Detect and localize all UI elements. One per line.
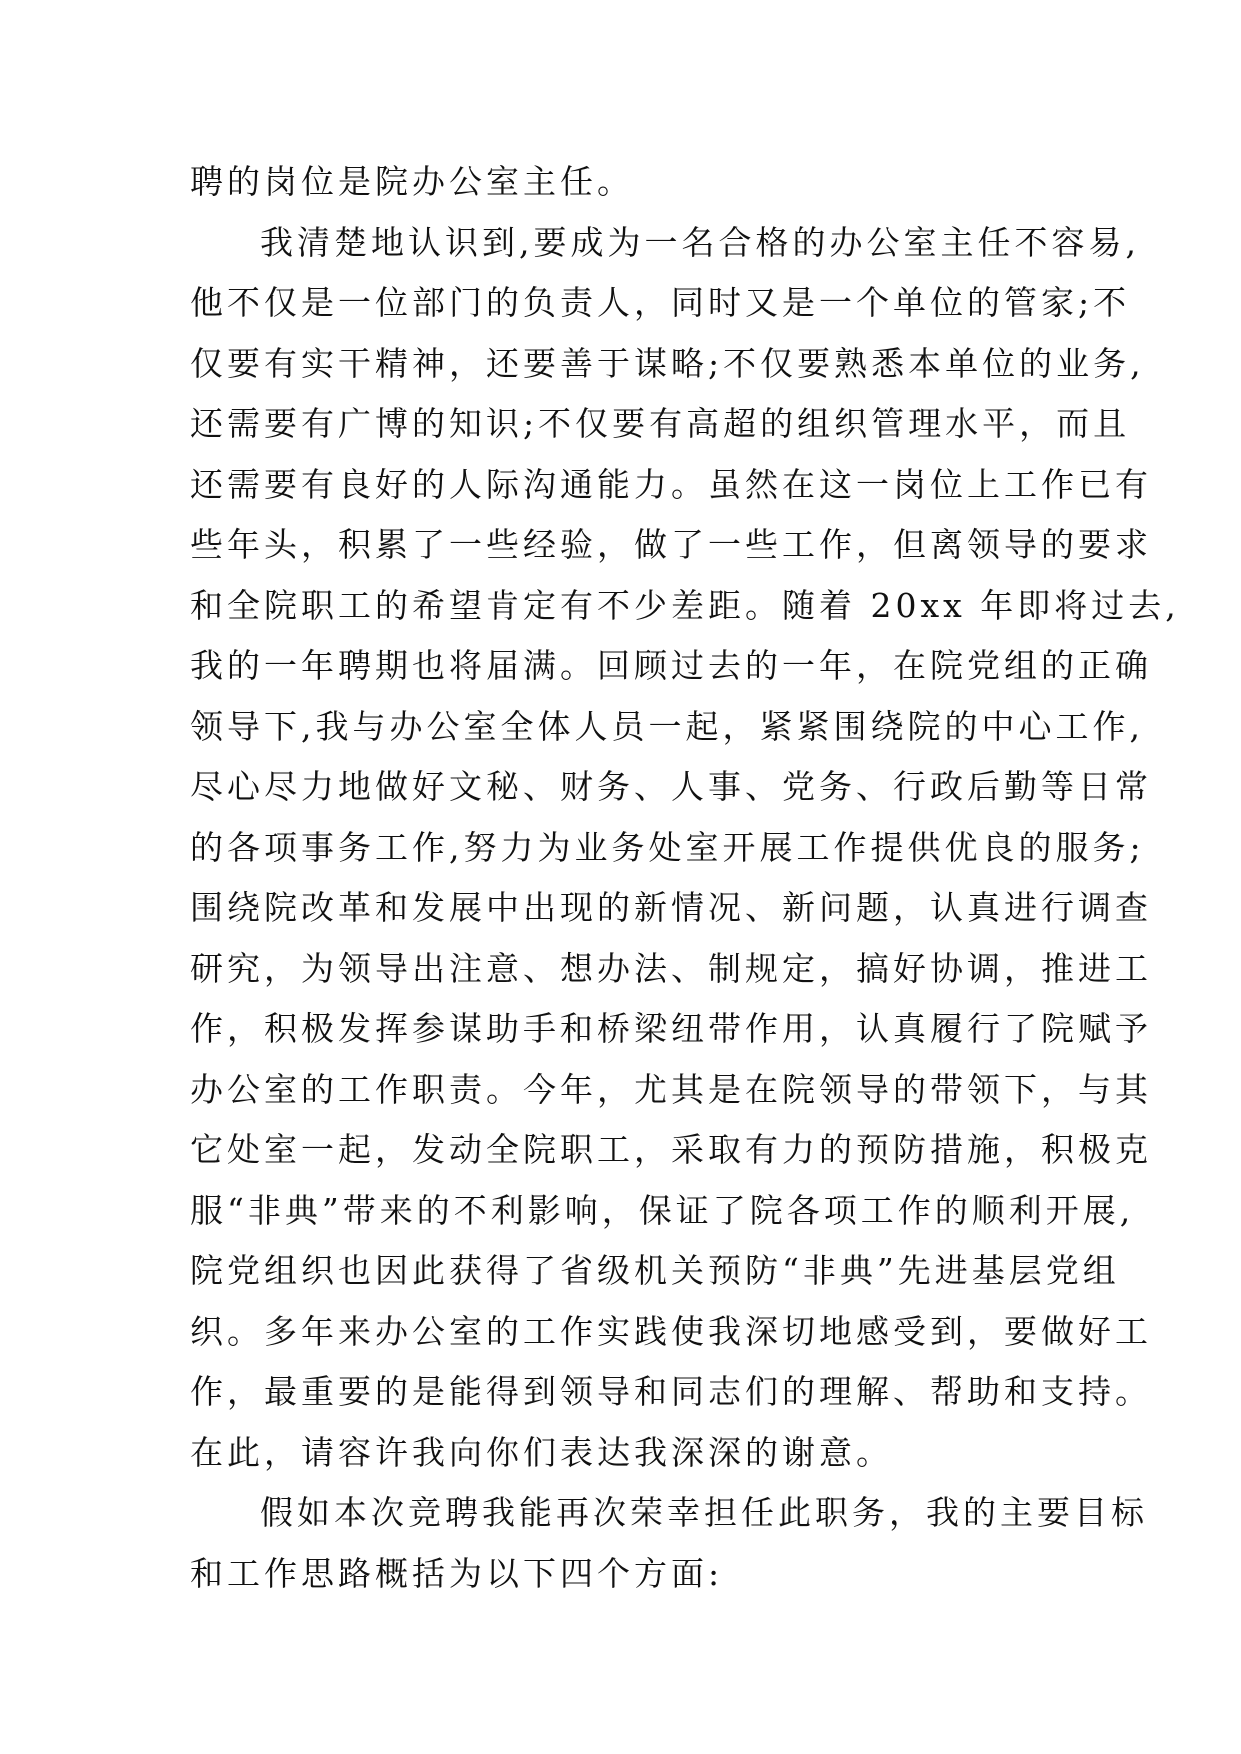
text-line: 作，积极发挥参谋助手和桥梁纽带作用，认真履行了院赋予	[190, 1009, 1152, 1048]
text-line: 办公室的工作职责。今年，尤其是在院领导的带领下，与其	[190, 1069, 1152, 1109]
text-line: 还需要有良好的人际沟通能力。虽然在这一岗位上工作已有	[190, 464, 1152, 504]
text-line: 围绕院改革和发展中出现的新情况、新问题，认真进行调查	[190, 888, 1152, 927]
text-line: 尽心尽力地做好文秘、财务、人事、党务、行政后勤等日常	[190, 767, 1152, 806]
text-line: 些年头，积累了一些经验，做了一些工作，但离领导的要求	[190, 525, 1152, 564]
text-line: 院党组织也因此获得了省级机关预防“非典”先进基层党组	[190, 1251, 1120, 1290]
text-line: 作，最重要的是能得到领导和同志们的理解、帮助和支持。	[190, 1372, 1152, 1411]
text-line: 的各项事务工作,努力为业务处室开展工作提供优良的服务;	[190, 827, 1145, 867]
text-line: 他不仅是一位部门的负责人，同时又是一个单位的管家;不	[190, 283, 1131, 322]
text-line: 聘的岗位是院办公室主任。	[190, 162, 634, 201]
text-line: 在此，请容许我向你们表达我深深的谢意。	[190, 1432, 893, 1472]
text-line: 研究，为领导出注意、想办法、制规定，搞好协调，推进工	[190, 948, 1152, 988]
text-line: 领导下,我与办公室全体人员一起，紧紧围绕院的中心工作,	[190, 706, 1144, 746]
text-line: 还需要有广博的知识;不仅要有高超的组织管理水平，而且	[190, 404, 1131, 443]
text-line: 织。多年来办公室的工作实践使我深切地感受到，要做好工	[190, 1311, 1152, 1351]
paragraph-first-line: 假如本次竞聘我能再次荣幸担任此职务，我的主要目标	[260, 1493, 1148, 1532]
paragraph-first-line: 我清楚地认识到,要成为一名合格的办公室主任不容易,	[260, 222, 1140, 262]
text-line: 服“非典”带来的不利影响，保证了院各项工作的顺利开展,	[190, 1190, 1135, 1230]
text-line: 仅要有实干精神，还要善于谋略;不仅要熟悉本单位的业务,	[190, 343, 1145, 383]
text-line: 它处室一起，发动全院职工，采取有力的预防措施，积极克	[190, 1130, 1152, 1169]
document-body	[190, 152, 1180, 1604]
text-line: 和工作思路概括为以下四个方面:	[190, 1553, 724, 1593]
text-line: 和全院职工的希望肯定有不少差距。随着 20xx 年即将过去,	[190, 585, 1180, 625]
text-line: 我的一年聘期也将届满。回顾过去的一年，在院党组的正确	[190, 646, 1152, 685]
